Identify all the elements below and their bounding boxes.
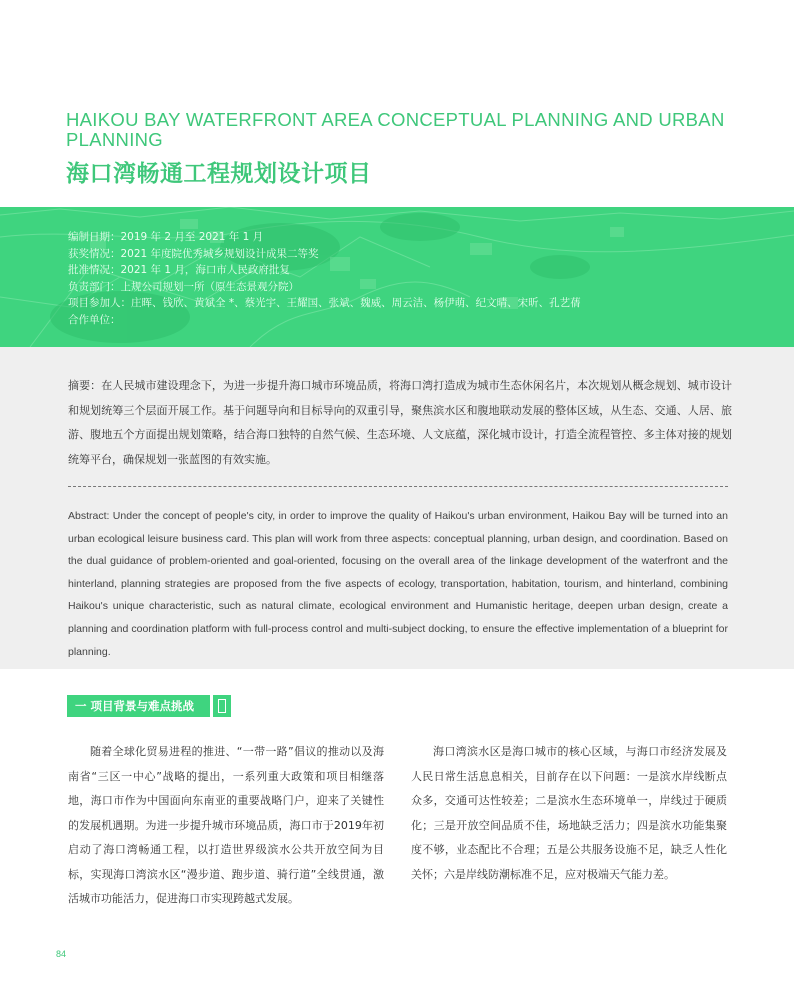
- info-award: 获奖情况：2021 年度院优秀城乡规划设计成果二等奖: [68, 247, 319, 260]
- abstract-english: Abstract: Under the concept of people's city, in order to improve the quality of Haikou's urban environment, Haikou Bay will be turned into an urban ecological leisure business card. This plan will work from three aspects: conceptual planning, urban design, and coordination. Based on the dual guidance of problem-oriented and goal-oriented, focusing on the overall area of the linkage development of the waterfront and the hinterland, planning strategies are proposed from the five aspects of ecology, transportation, habitation, tourism, and hinterland, combining Haikou's unique characteristic, such as natural climate, ecological environment and Humanistic heritage, deepen urban design, create a planning and coordination platform with full-process control and multi-subject docking, to ensure the effective implementation of a blueprint for planning.: [68, 510, 728, 658]
- abstract-divider: [68, 486, 728, 487]
- project-info-list: [68, 229, 668, 329]
- info-department: 负责部门：上规公司规划一所（原生态景观分院）: [68, 280, 299, 293]
- info-partner: 合作单位：: [68, 313, 121, 326]
- project-info-banner: [0, 207, 794, 347]
- abstract-section: [0, 347, 794, 669]
- info-date: 编制日期：2019 年 2 月至 2021 年 1 月: [68, 231, 264, 243]
- title-chinese: 海口湾畅通工程规划设计项目: [66, 161, 372, 187]
- section-marker-icon: [213, 695, 231, 717]
- section-heading: [67, 695, 210, 717]
- body-column-right: 海口湾滨水区是海口城市的核心区域，与海口市经济发展及人民日常生活息息相关，目前存在以下问题：一是滨水岸线断点众多，交通可达性较差；二是滨水生态环境单一，岸线过于硬质化；三是开放空间品质不佳，场地缺乏活力；四是滨水功能集聚度不够，业态配比不合理；五是公共服务设施不足，缺乏人性化关怀；六是岸线防潮标准不足，应对极端天气能力差。: [411, 745, 727, 881]
- title-english: HAIKOU BAY WATERFRONT AREA CONCEPTUAL PLANNING AND URBAN PLANNING: [66, 109, 725, 150]
- section-heading-text: 一 项目背景与难点挑战: [75, 699, 195, 713]
- abstract-chinese: 摘要：在人民城市建设理念下，为进一步提升海口城市环境品质，将海口湾打造成为城市生态休闲名片，本次规划从概念规划、城市设计和规划统筹三个层面开展工作。基于问题导向和目标导向的双重引导，聚焦滨水区和腹地联动发展的整体区域，从生态、交通、人居、旅游、腹地五个方面提出规划策略，结合海口独特的自然气候、生态环境、人文底蕴，深化城市设计，打造全流程管控、多主体对接的规划统筹平台，确保规划一张蓝图的有效实施。: [68, 379, 732, 466]
- info-participants: 项目参加人：庄晖、钱欣、黄斌全 *、蔡光宇、王耀国、张斌、魏威、周云洁、杨伊萌、纪文晴、宋昕、孔艺蒨: [68, 297, 581, 310]
- page-number: 84: [56, 949, 67, 959]
- body-column-left: 随着全球化贸易进程的推进、“一带一路”倡议的推动以及海南省“三区一中心”战略的提出，一系列重大政策和项目相继落地，海口市作为中国面向东南亚的重要战略门户，迎来了关键性的发展机遇期。为进一步提升城市环境品质，海口市于2019年初启动了海口湾畅通工程，以打造世界级滨水公共开放空间为目标，实现海口湾滨水区“漫步道、跑步道、骑行道”全线贯通，激活城市功能活力，促进海口市实现跨越式发展。: [68, 745, 384, 905]
- info-approval: 批准情况：2021 年 1 月，海口市人民政府批复: [68, 264, 290, 277]
